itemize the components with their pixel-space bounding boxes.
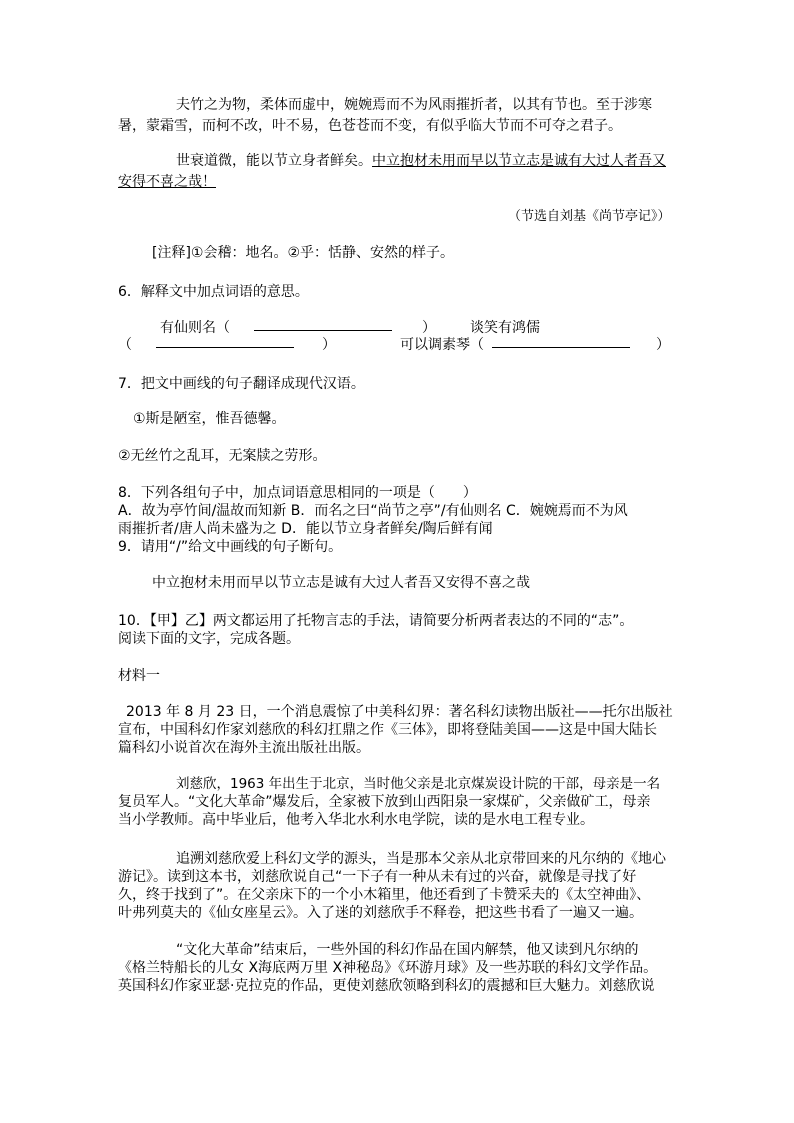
q6-item1-blank[interactable]	[254, 318, 392, 331]
q6-item2-close: ）	[322, 337, 336, 353]
passage-p2-plain-text: 世衰道微，能以节立身者鲜矣。	[176, 153, 372, 169]
q7-sentence-1: ①斯是陋室，惟吾德馨。	[133, 411, 286, 427]
material-p2-line2: 复员军人。“文化大革命”爆发后，全家被下放到山西阳泉一家煤矿，父亲做矿工，母亲	[118, 794, 651, 810]
q8-options-line1: A．故为亭竹间/温故而知新 B．而名之曰“尚节之亭”/有仙则名 C．婉婉焉而不为风	[118, 503, 628, 519]
material-p2-line3: 当小学教师。高中毕业后，他考入华北水利水电学院，读的是水电工程专业。	[118, 812, 594, 828]
material-p1-line2: 宣布，中国科幻作家刘慈欣的科幻扛鼎之作《三体》，即将登陆美国——这是中国大陆长	[118, 722, 657, 738]
q8-options-line2: 雨摧折者/唐人尚未盛为之 D．能以节立身者鲜矣/陶后鲜有闻	[118, 521, 493, 537]
q6-item3-close: ）	[656, 337, 670, 353]
q6-stem: 6．解释文中加点词语的意思。	[118, 284, 309, 300]
q6-item2-label: 谈笑有鸿儒	[470, 320, 540, 336]
material-p4-line2: 《格兰特船长的儿女 X海底两万里 X神秘岛》《环游月球》及一些苏联的科幻文学作品。	[118, 960, 658, 976]
material-p3-line3: 久，终于找到了”。在父亲床下的一个小木箱里，他还看到了卡赞采夫的《太空神曲》、	[118, 887, 651, 903]
q6-item3-label: 可以调素琴（	[400, 337, 484, 353]
material-p2-line1: 刘慈欣，1963 年出生于北京，当时他父亲是北京煤炭设计院的干部，母亲是一名	[176, 776, 661, 792]
passage-p1-line2: 暑，蒙霜雪，而柯不改，叶不易，色苍苍而不变，有似乎临大节而不可夺之君子。	[118, 118, 622, 134]
material-p1-line1: 2013 年 8 月 23 日，一个消息震惊了中美科幻界：著名科幻读物出版社——托尔出版社	[126, 704, 673, 720]
passage-p1-line1: 夫竹之为物，柔体而虚中，婉婉焉而不为风雨摧折者，以其有节也。至于涉寒	[176, 97, 652, 113]
annotation-note: [注释]①会稽：地名。②乎：恬静、安然的样子。	[152, 245, 455, 261]
q9-sentence: 中立抱材未用而早以节立志是诚有大过人者吾又安得不喜之哉	[152, 575, 530, 591]
q10-stem: 10．【甲】乙】两文都运用了托物言志的手法，请简要分析两者表达的不同的“志”。	[118, 613, 634, 629]
q6-item3-blank[interactable]	[492, 335, 630, 348]
source-citation: （节选自刘基《尚节亭记》）	[508, 209, 671, 224]
underlined-sentence-part1: 中立抱材未用而早以节立志是诚有大过人者吾又	[372, 153, 666, 169]
q7-stem: 7．把文中画线的句子翻译成现代汉语。	[118, 376, 365, 392]
material-p1-line3: 篇科幻小说首次在海外主流出版社出版。	[118, 740, 370, 756]
passage-p2-line1	[176, 152, 666, 170]
q6-item1-close: ）	[422, 320, 436, 336]
material-p3-line4: 叶弗列莫夫的《仙女座星云》。入了迷的刘慈欣手不释卷，把这些书看了一遍又一遍。	[118, 905, 643, 921]
material-p4-line1: “文化大革命”结束后，一些外国的科幻作品在国内解禁，他又读到凡尔纳的	[176, 942, 639, 958]
q6-item2-open: （	[118, 337, 132, 353]
q9-stem: 9．请用“/”给文中画线的句子断句。	[118, 539, 343, 555]
material-p4-line3: 英国科幻作家亚瑟·克拉克的作品，更使刘慈欣领略到科幻的震撼和巨大魅力。刘慈欣说	[118, 978, 655, 994]
material-p3-line2: 游记》。读到这本书，刘慈欣说自己“一下子有一种从未有过的兴奋，就像是寻找了好	[118, 869, 637, 885]
q8-stem: 8．下列各组句子中，加点词语意思相同的一项是（ ）	[118, 485, 477, 501]
reading-instruction: 阅读下面的文字，完成各题。	[118, 631, 300, 647]
q6-item1-label: 有仙则名（	[160, 320, 230, 336]
q7-sentence-2: ②无丝竹之乱耳，无案牍之劳形。	[118, 448, 327, 464]
material-heading: 材料一	[118, 668, 160, 684]
material-p3-line1: 追溯刘慈欣爱上科幻文学的源头，当是那本父亲从北京带回来的凡尔纳的《地心	[176, 851, 666, 867]
q6-item2-blank[interactable]	[156, 335, 294, 348]
underlined-sentence-part2: 安得不喜之哉！	[118, 174, 216, 190]
